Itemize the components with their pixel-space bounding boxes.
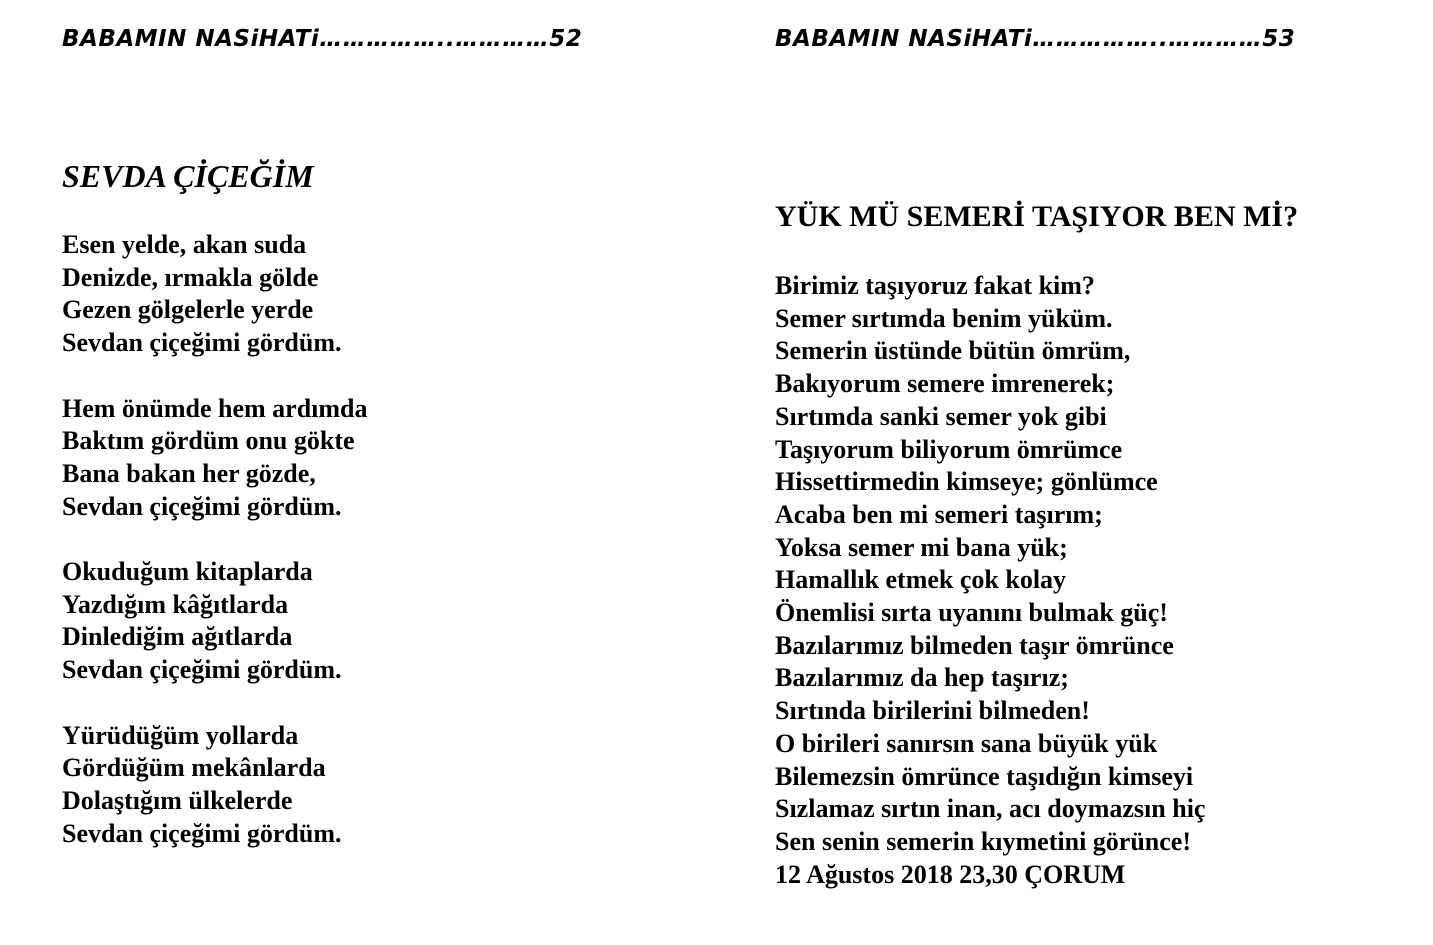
stanza (62, 720, 368, 851)
poem-body (62, 229, 368, 883)
poem-line: Sen senin semerin kıymetini görünce! (775, 826, 1191, 856)
poem-line: Sırtında birilerini bilmeden! (775, 696, 1090, 726)
running-header: BABAMIN NASiHATi……………..…………52 (62, 26, 583, 52)
right-page (775, 0, 1415, 945)
stanza (62, 393, 368, 524)
poem-line: Sevdan çiçeğimi gördüm. (62, 491, 342, 521)
poem-line: Bana bakan her gözde, (62, 458, 316, 488)
poem-line: Acaba ben mi semeri taşırım; (775, 499, 1103, 529)
poem-line: Taşıyorum biliyorum ömrümce (775, 434, 1123, 464)
poem-line: Sevdan çiçeğimi gördüm. (62, 655, 342, 685)
poem-line: Denizde, ırmakla gölde (62, 262, 319, 292)
poem-line: Hem önümde hem ardımda (62, 393, 368, 423)
poem-line: Sızlamaz sırtın inan, acı doymazsın hiç (775, 794, 1206, 824)
poem-date-line: 12 Ağustos 2018 23,30 ÇORUM (775, 859, 1126, 889)
poem-line: Bakıyorum semere imrenerek; (775, 369, 1115, 399)
poem-line: Sevdan çiçeğimi gördüm. (62, 328, 342, 358)
running-header: BABAMIN NASiHATi……………..…………53 (775, 26, 1296, 52)
poem-line: Bazılarımız bilmeden taşır ömrünce (775, 630, 1174, 660)
poem-title: YÜK MÜ SEMERİ TAŞIYOR BEN Mİ? (775, 200, 1299, 233)
poem-line: Hamallık etmek çok kolay (775, 565, 1067, 595)
poem-line: Bazılarımız da hep taşırız; (775, 663, 1069, 693)
stanza (62, 229, 368, 360)
poem-title: SEVDA ÇİÇEĞİM (62, 158, 314, 194)
stanza (62, 556, 368, 687)
poem-line: Yazdığım kâğıtlarda (62, 589, 289, 619)
poem-line: Esen yelde, akan suda (62, 230, 307, 259)
poem-line: Bilemezsin ömrünce taşıdığın kimseyi (775, 761, 1194, 791)
poem-line: Sırtımda sanki semer yok gibi (775, 401, 1107, 431)
poem-line: Yürüdüğüm yollarda (62, 720, 299, 750)
poem-line: Birimiz taşıyoruz fakat kim? (775, 271, 1095, 300)
poem-line: Dinlediğim ağıtlarda (62, 622, 293, 652)
left-page (62, 0, 702, 945)
poem-line: Önemlisi sırta uyanını bulmak güç! (775, 598, 1168, 628)
poem-line: Dolaştığım ülkelerde (62, 785, 293, 815)
poem-line: Gezen gölgelerle yerde (62, 295, 314, 325)
poem-body (775, 270, 1205, 891)
poem-line: Semerin üstünde bütün ömrüm, (775, 336, 1131, 366)
poem-line: Sevdan çiçeğimi gördüm. (62, 818, 342, 848)
poem-line: Gördüğüm mekânlarda (62, 753, 326, 783)
poem-line: O birileri sanırsın sana büyük yük (775, 728, 1158, 758)
poem-line: Hissettirmedin kimseye; gönlümce (775, 467, 1158, 497)
poem-line: Yoksa semer mi bana yük; (775, 532, 1068, 562)
poem-line: Semer sırtımda benim yüküm. (775, 303, 1113, 333)
poem-line: Baktım gördüm onu gökte (62, 426, 355, 456)
poem-line: Okuduğum kitaplarda (62, 557, 313, 586)
